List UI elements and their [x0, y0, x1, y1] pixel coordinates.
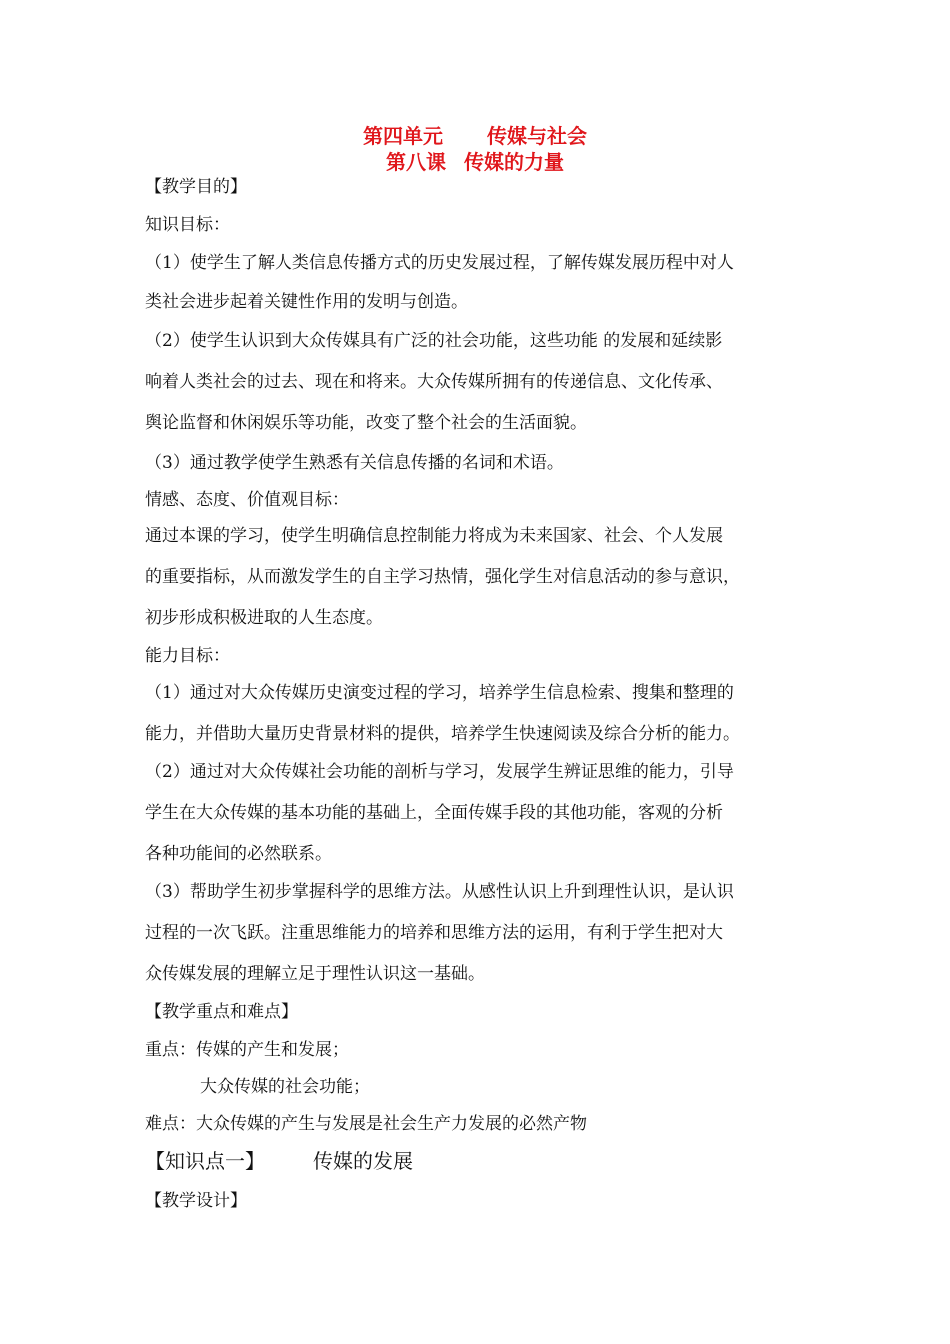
emotion-line-2: 的重要指标，从而激发学生的自主学习热情，强化学生对信息活动的参与意识，: [145, 567, 740, 587]
unit-title: [0, 123, 950, 149]
ability-item-3-line-2: 过程的一次飞跃。注重思维能力的培养和思维方法的运用，有利于学生把对大: [145, 923, 723, 943]
objectives-heading: 【教学目的】: [145, 177, 247, 197]
ability-item-2-line-2: 学生在大众传媒的基本功能的基础上，全面传媒手段的其他功能，客观的分析: [145, 803, 723, 823]
knowledge-item-1-line-1: （1）使学生了解人类信息传播方式的历史发展过程，了解传媒发展历程中对人: [145, 253, 734, 273]
ability-item-1-line-1: （1）通过对大众传媒历史演变过程的学习，培养学生信息检索、搜集和整理的: [145, 683, 734, 703]
knowledge-item-2-line-2: 响着人类社会的过去、现在和将来。大众传媒所拥有的传递信息、文化传承、: [145, 372, 723, 392]
focus-line-2: 大众传媒的社会功能；: [200, 1077, 370, 1097]
knowledge-label: 知识目标：: [145, 215, 230, 235]
emotion-line-3: 初步形成积极进取的人生态度。: [145, 608, 383, 628]
lesson-number: 第八课: [386, 150, 446, 174]
emotion-label: 情感、态度、价值观目标：: [145, 490, 349, 510]
focus-line-1: 重点：传媒的产生和发展；: [145, 1040, 349, 1060]
ability-item-3-line-3: 众传媒发展的理解立足于理性认识这一基础。: [145, 964, 485, 984]
knowledge-item-3-line-1: （3）通过教学使学生熟悉有关信息传播的名词和术语。: [145, 453, 564, 473]
lesson-title: [0, 149, 950, 175]
keypoints-heading: 【教学重点和难点】: [145, 1002, 298, 1022]
knowledge-item-2-line-1: （2）使学生认识到大众传媒具有广泛的社会功能，这些功能 的发展和延续影: [145, 331, 723, 351]
ability-item-2-line-1: （2）通过对大众传媒社会功能的剖析与学习，发展学生辨证思维的能力，引导: [145, 762, 734, 782]
unit-number: 第四单元: [363, 124, 443, 148]
ability-item-2-line-3: 各种功能间的必然联系。: [145, 844, 332, 864]
ability-label: 能力目标：: [145, 646, 230, 666]
emotion-line-1: 通过本课的学习，使学生明确信息控制能力将成为未来国家、社会、个人发展: [145, 526, 723, 546]
knowledge-point-1-title: 传媒的发展: [313, 1149, 413, 1173]
ability-item-3-line-1: （3）帮助学生初步掌握科学的思维方法。从感性认识上升到理性认识，是认识: [145, 882, 734, 902]
knowledge-item-2-line-3: 舆论监督和休闲娱乐等功能，改变了整个社会的生活面貌。: [145, 413, 587, 433]
lesson-name: 传媒的力量: [464, 150, 564, 174]
difficulty-line-1: 难点：大众传媒的产生与发展是社会生产力发展的必然产物: [145, 1114, 587, 1134]
knowledge-item-1-line-2: 类社会进步起着关键性作用的发明与创造。: [145, 292, 468, 312]
unit-name: 传媒与社会: [487, 124, 587, 148]
design-heading: 【教学设计】: [145, 1191, 247, 1211]
ability-item-1-line-2: 能力，并借助大量历史背景材料的提供，培养学生快速阅读及综合分析的能力。: [145, 724, 740, 744]
knowledge-point-1-label: 【知识点一】: [145, 1149, 265, 1173]
